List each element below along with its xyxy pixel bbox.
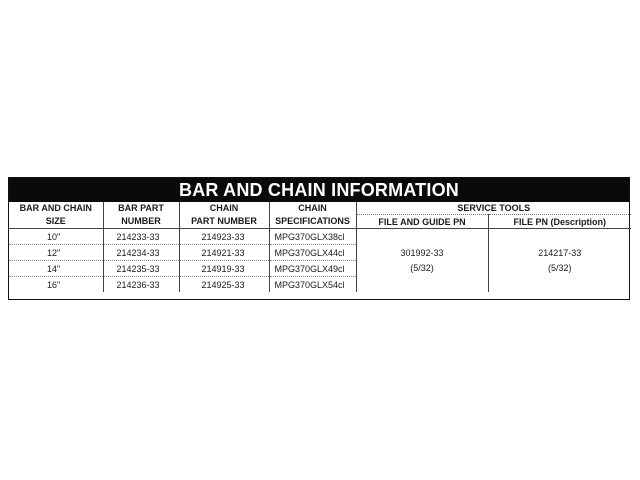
file-guide-desc: (5/32) <box>410 262 434 273</box>
cell-size: 14" <box>9 261 103 277</box>
header-size-line2: SIZE <box>9 215 103 229</box>
bar-chain-table <box>9 202 631 292</box>
file-guide-pn: 301992-33 <box>400 247 444 258</box>
header-chain-part-line2: PART NUMBER <box>179 215 269 229</box>
cell-chain-spec: MPG370GLX54cl <box>269 277 356 293</box>
cell-size: 10" <box>9 229 103 245</box>
header-chain-spec-line1: CHAIN <box>269 202 356 215</box>
header-size-line1: BAR AND CHAIN <box>19 203 92 214</box>
header-chain-spec-line2: SPECIFICATIONS <box>269 215 356 229</box>
table-row <box>9 229 631 245</box>
header-service-tools: SERVICE TOOLS <box>356 202 631 215</box>
cell-size: 16" <box>47 279 61 290</box>
cell-chain-part: 214925-33 <box>179 277 269 293</box>
header-row-2 <box>9 215 631 229</box>
cell-file-pn <box>488 229 631 293</box>
cell-chain-spec: MPG370GLX44cl <box>269 245 356 261</box>
cell-chain-part: 214923-33 <box>179 229 269 245</box>
header-row-1 <box>9 202 631 215</box>
file-pn-desc: (5/32) <box>547 262 572 273</box>
header-chain-part-line1: CHAIN <box>179 202 269 215</box>
cell-chain-part: 214919-33 <box>179 261 269 277</box>
cell-bar-part: 214236-33 <box>103 277 179 293</box>
cell-bar-part: 214235-33 <box>103 261 179 277</box>
cell-file-guide <box>356 229 488 293</box>
cell-bar-part: 214234-33 <box>103 245 179 261</box>
bar-chain-info-panel <box>8 177 630 300</box>
header-file-guide-pn: FILE AND GUIDE PN <box>356 215 488 229</box>
header-file-pn: FILE PN (Description) <box>488 215 631 229</box>
header-bar-part-line1: BAR PART <box>103 202 179 215</box>
header-bar-part-line2: NUMBER <box>103 215 179 229</box>
cell-chain-spec: MPG370GLX49cl <box>269 261 356 277</box>
cell-bar-part: 214233-33 <box>103 229 179 245</box>
cell-chain-spec: MPG370GLX38cl <box>269 229 356 245</box>
cell-chain-part: 214921-33 <box>179 245 269 261</box>
file-pn: 214217-33 <box>538 247 582 258</box>
cell-size: 12" <box>9 245 103 261</box>
section-title: BAR AND CHAIN INFORMATION <box>9 178 629 202</box>
